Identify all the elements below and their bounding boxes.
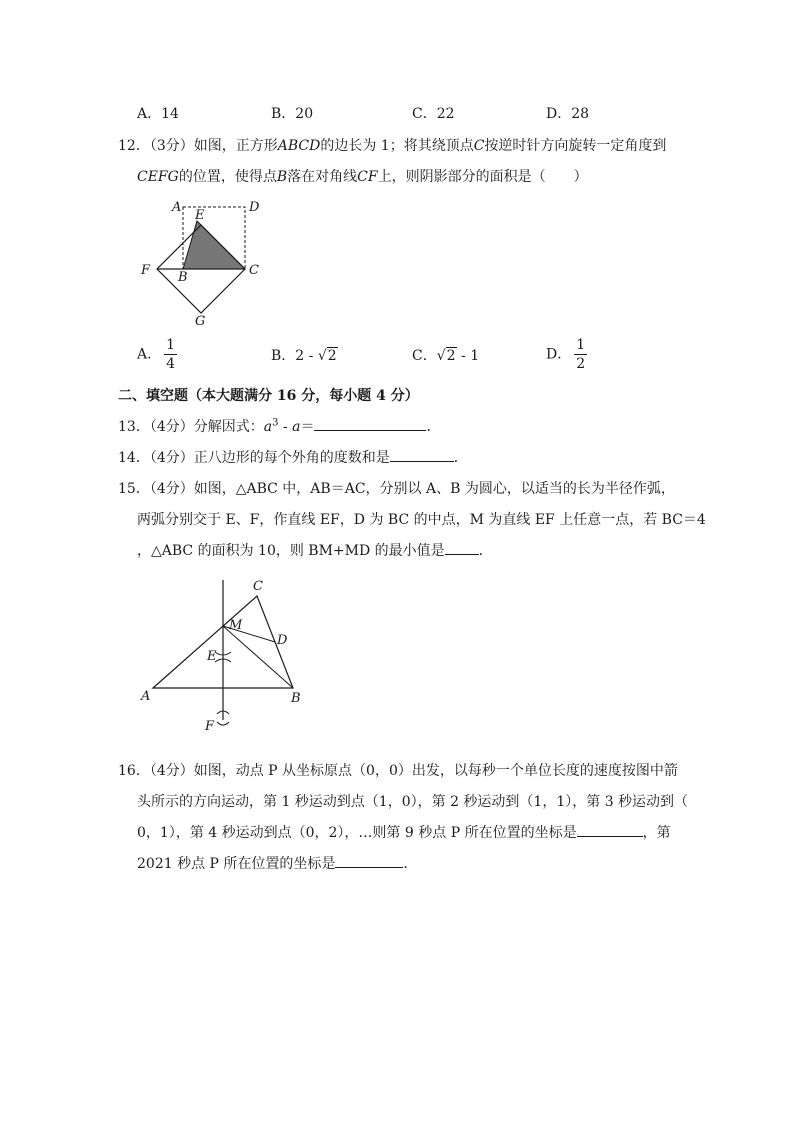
q12-option-c — [412, 345, 479, 365]
fraction-one-half — [574, 338, 587, 371]
q16-end: ． — [403, 856, 418, 872]
label-f: F — [141, 263, 151, 278]
option-label: D． — [546, 106, 572, 122]
numerator: 1 — [576, 337, 586, 353]
label-a: A — [141, 689, 151, 704]
q14-answer-blank[interactable] — [390, 447, 454, 462]
q13-prefix: 13．（4分）分解因式： — [118, 419, 264, 435]
q15-line3-text: ，△ABC 的面积为 10，则 BM+MD 的最小值是 — [137, 543, 445, 559]
radicand: 2 — [327, 348, 337, 364]
q11-option-a — [137, 103, 179, 123]
option-label: C． — [412, 106, 437, 122]
q12-text4: 落在对角线 — [287, 169, 358, 185]
q16-answer-blank-1[interactable] — [577, 822, 643, 837]
q15-triangle-figure — [135, 572, 310, 737]
q14-end: ． — [453, 450, 468, 466]
q11-option-b — [271, 103, 313, 123]
q12-option-a — [137, 338, 177, 371]
q12-text3: 的位置，使得点 — [178, 169, 277, 185]
q14-text: 14．（4分）正八边形的每个外角的度数和是 — [118, 450, 390, 466]
option-label: B． — [271, 106, 296, 122]
q15-line1: 15．（4分）如图，△ABC 中，AB＝AC，分别以 A、B 为圆心，以适当的长为半径作弧， — [118, 481, 675, 497]
q16-line2: 头所示的方向运动，第 1 秒运动到点（1，0），第 2 秒运动到（1，1），第 3 秒运动到（ — [137, 794, 689, 810]
q16-line1: 16．（4分）如图，动点 P 从坐标原点（0，0）出发，以每秒一个单位长度的速度按图中箭 — [118, 763, 678, 779]
option-label: C． — [412, 348, 437, 364]
sqrt-symbol: √2 — [317, 348, 337, 364]
q12-line2 — [137, 166, 588, 186]
label-g: G — [195, 314, 206, 329]
q11-option-d — [546, 103, 589, 123]
label-f: F — [205, 719, 215, 734]
q13-end: ． — [426, 419, 441, 435]
option-label: B． — [271, 348, 296, 364]
option-value: 14 — [161, 106, 179, 122]
q12-b: B — [276, 169, 288, 185]
q12-line1 — [118, 135, 666, 155]
q16-line4-text: 2021 秒点 P 所在位置的坐标是 — [137, 856, 336, 872]
q13-exponent: 3 — [272, 417, 279, 429]
q16-line3-text: 0，1），第 4 秒运动到点（0，2），…则第 9 秒点 P 所在位置的坐标是 — [137, 825, 577, 841]
option-b-prefix: 2 - — [295, 348, 318, 364]
option-label: D． — [546, 346, 572, 363]
q13-answer-blank[interactable] — [314, 416, 426, 431]
label-b: B — [291, 691, 301, 706]
option-c-suffix: - 1 — [456, 348, 480, 364]
q12-c: C — [473, 138, 485, 154]
option-value: 28 — [571, 106, 590, 122]
fraction-one-quarter — [164, 338, 177, 371]
q15-end: ． — [478, 543, 493, 559]
numerator: 1 — [166, 337, 176, 353]
q12-cf: CF — [357, 169, 378, 185]
q12-text5: 上，则阴影部分的面积是（ ） — [377, 169, 588, 185]
label-m: M — [229, 618, 243, 633]
label-b: B — [178, 270, 188, 285]
q15-answer-blank[interactable] — [445, 540, 479, 555]
label-a: A — [172, 200, 182, 215]
section-title: 二、填空题（本大题满分 16 分，每小题 4 分） — [118, 388, 419, 404]
option-value: 20 — [295, 106, 314, 122]
q13-var-a: a — [263, 419, 273, 435]
q15-line2: 两弧分别交于 E、F，作直线 EF，D 为 BC 的中点，M 为直线 EF 上任意一点，若 BC＝4 — [137, 512, 706, 528]
q14-line — [118, 447, 468, 467]
sqrt-symbol: √2 — [436, 348, 456, 364]
q16-line3 — [137, 822, 671, 842]
shaded-region — [183, 221, 245, 269]
option-label: A． — [137, 346, 162, 363]
denominator: 2 — [576, 356, 586, 372]
q13-var-a2: a — [292, 419, 301, 435]
q12-square-figure — [135, 195, 265, 330]
q16-line3-tail: ，第 — [642, 825, 671, 841]
label-c: C — [253, 579, 263, 594]
q12-text1: 的边长为 1；将其绕顶点 — [320, 138, 474, 154]
radicand: 2 — [446, 348, 456, 364]
label-e: E — [195, 208, 205, 223]
q12-cefg: CEFG — [137, 169, 179, 185]
option-value: 22 — [436, 106, 455, 122]
q12-abcd: ABCD — [277, 138, 321, 154]
q13-line — [118, 416, 440, 436]
q15-line3 — [137, 540, 493, 560]
q16-line4 — [137, 853, 417, 873]
label-c: C — [249, 263, 259, 278]
q12-option-b — [271, 345, 338, 365]
label-d: D — [277, 633, 288, 648]
q16-answer-blank-2[interactable] — [335, 853, 403, 868]
denominator: 4 — [166, 356, 176, 372]
option-label: A． — [137, 106, 162, 122]
q12-text2: 按逆时针方向旋转一定角度到 — [484, 138, 667, 154]
q12-prefix: 12．（3分）如图，正方形 — [118, 138, 278, 154]
q13-minus: - — [278, 419, 293, 435]
q13-equals: ＝ — [300, 419, 315, 435]
label-e: E — [207, 649, 217, 664]
arc-f-2 — [217, 722, 229, 725]
q12-option-d — [546, 338, 587, 371]
label-d: D — [249, 200, 260, 215]
q11-option-c — [412, 103, 455, 123]
